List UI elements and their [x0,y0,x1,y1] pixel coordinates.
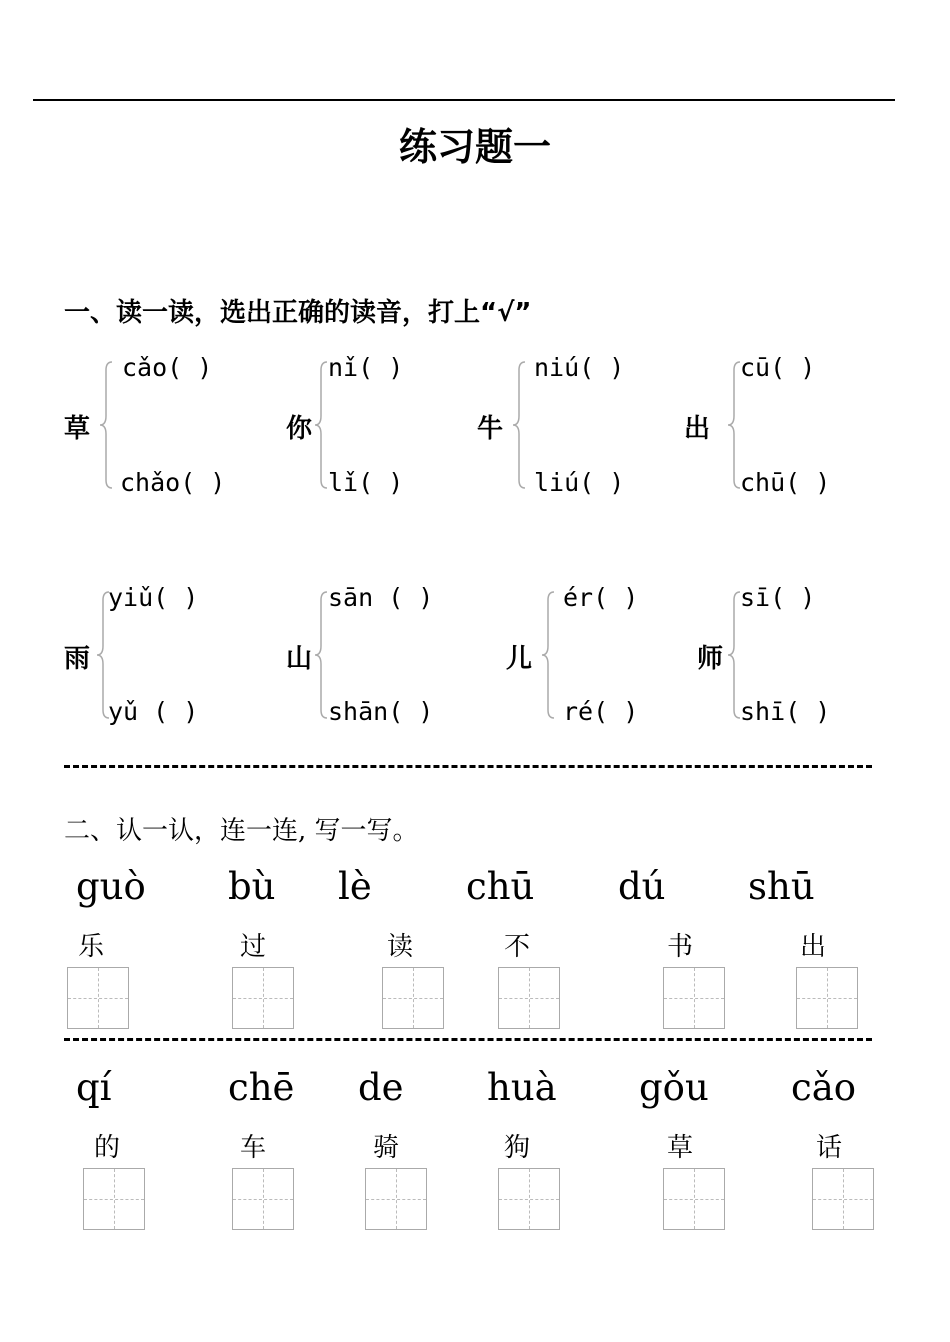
hanzi-item[interactable]: 狗 [504,1133,531,1163]
writing-box[interactable] [498,1168,560,1230]
hanzi-item[interactable]: 书 [667,932,694,962]
pinyin-word[interactable]: cǎo [791,1066,857,1109]
hanzi-item[interactable]: 草 [667,1133,694,1163]
pinyin-option[interactable]: chǎo( ) [120,468,226,497]
page-title: 练习题一 [398,125,551,169]
hanzi-item: 出 [684,414,711,444]
pinyin-word[interactable]: guò [76,865,146,908]
pinyin-option[interactable]: nǐ( ) [328,353,404,382]
pinyin-option[interactable]: cū( ) [740,353,816,382]
hanzi-item[interactable]: 骑 [373,1133,400,1163]
hanzi-item: 师 [697,644,724,674]
writing-box[interactable] [232,1168,294,1230]
hanzi-item: 雨 [64,644,91,674]
pinyin-option[interactable]: sī( ) [740,583,816,612]
hanzi-item: 草 [64,414,91,444]
writing-box[interactable] [365,1168,427,1230]
pinyin-word[interactable]: bù [228,865,276,908]
pinyin-word[interactable]: lè [338,865,372,908]
pinyin-word[interactable]: shū [748,865,815,908]
brace [511,360,527,490]
brace [540,590,556,720]
pinyin-option[interactable]: lǐ( ) [328,468,404,497]
writing-box[interactable] [498,967,560,1029]
hanzi-item[interactable]: 不 [504,932,531,962]
writing-box[interactable] [663,967,725,1029]
hanzi-item[interactable]: 话 [816,1133,843,1163]
pinyin-option[interactable]: ér( ) [563,583,639,612]
writing-box[interactable] [796,967,858,1029]
pinyin-option[interactable]: sān ( ) [328,583,434,612]
pinyin-option[interactable]: yiǔ( ) [108,583,199,612]
writing-box[interactable] [812,1168,874,1230]
pinyin-option[interactable]: cǎo( ) [122,353,213,382]
hanzi-item[interactable]: 乐 [78,932,105,962]
dashed-divider [64,1038,872,1041]
pinyin-word[interactable]: qí [76,1066,112,1109]
writing-box[interactable] [663,1168,725,1230]
writing-box[interactable] [382,967,444,1029]
hanzi-item[interactable]: 读 [387,932,414,962]
hanzi-item[interactable]: 的 [94,1133,121,1163]
pinyin-option[interactable]: yǔ ( ) [108,697,199,726]
hanzi-item[interactable]: 过 [240,932,267,962]
pinyin-word[interactable]: de [358,1066,404,1109]
pinyin-option[interactable]: chū( ) [740,468,831,497]
hanzi-item: 牛 [477,414,504,444]
hanzi-item[interactable]: 车 [240,1133,267,1163]
writing-box[interactable] [232,967,294,1029]
writing-box[interactable] [67,967,129,1029]
writing-box[interactable] [83,1168,145,1230]
pinyin-option[interactable]: shī( ) [740,697,831,726]
section2-title: 二、认一认，连一连, 写一写。 [64,816,419,846]
pinyin-option[interactable]: niú( ) [534,353,625,382]
section1-title: 一、读一读，选出正确的读音，打上“√” [64,298,532,328]
brace [313,590,329,720]
pinyin-word[interactable]: gǒu [639,1066,709,1109]
dashed-divider [64,765,872,768]
pinyin-word[interactable]: dú [618,865,666,908]
brace [98,360,114,490]
pinyin-word[interactable]: huà [487,1066,557,1109]
pinyin-option[interactable]: ré( ) [563,697,639,726]
hanzi-item: 你 [286,414,313,444]
hanzi-item: 山 [286,644,313,674]
brace [313,360,329,490]
pinyin-word[interactable]: chū [466,865,535,908]
top-rule [33,99,895,101]
pinyin-option[interactable]: liú( ) [534,468,625,497]
hanzi-item: 儿 [506,644,533,674]
pinyin-word[interactable]: chē [228,1066,295,1109]
pinyin-option[interactable]: shān( ) [328,697,434,726]
hanzi-item[interactable]: 出 [800,932,827,962]
